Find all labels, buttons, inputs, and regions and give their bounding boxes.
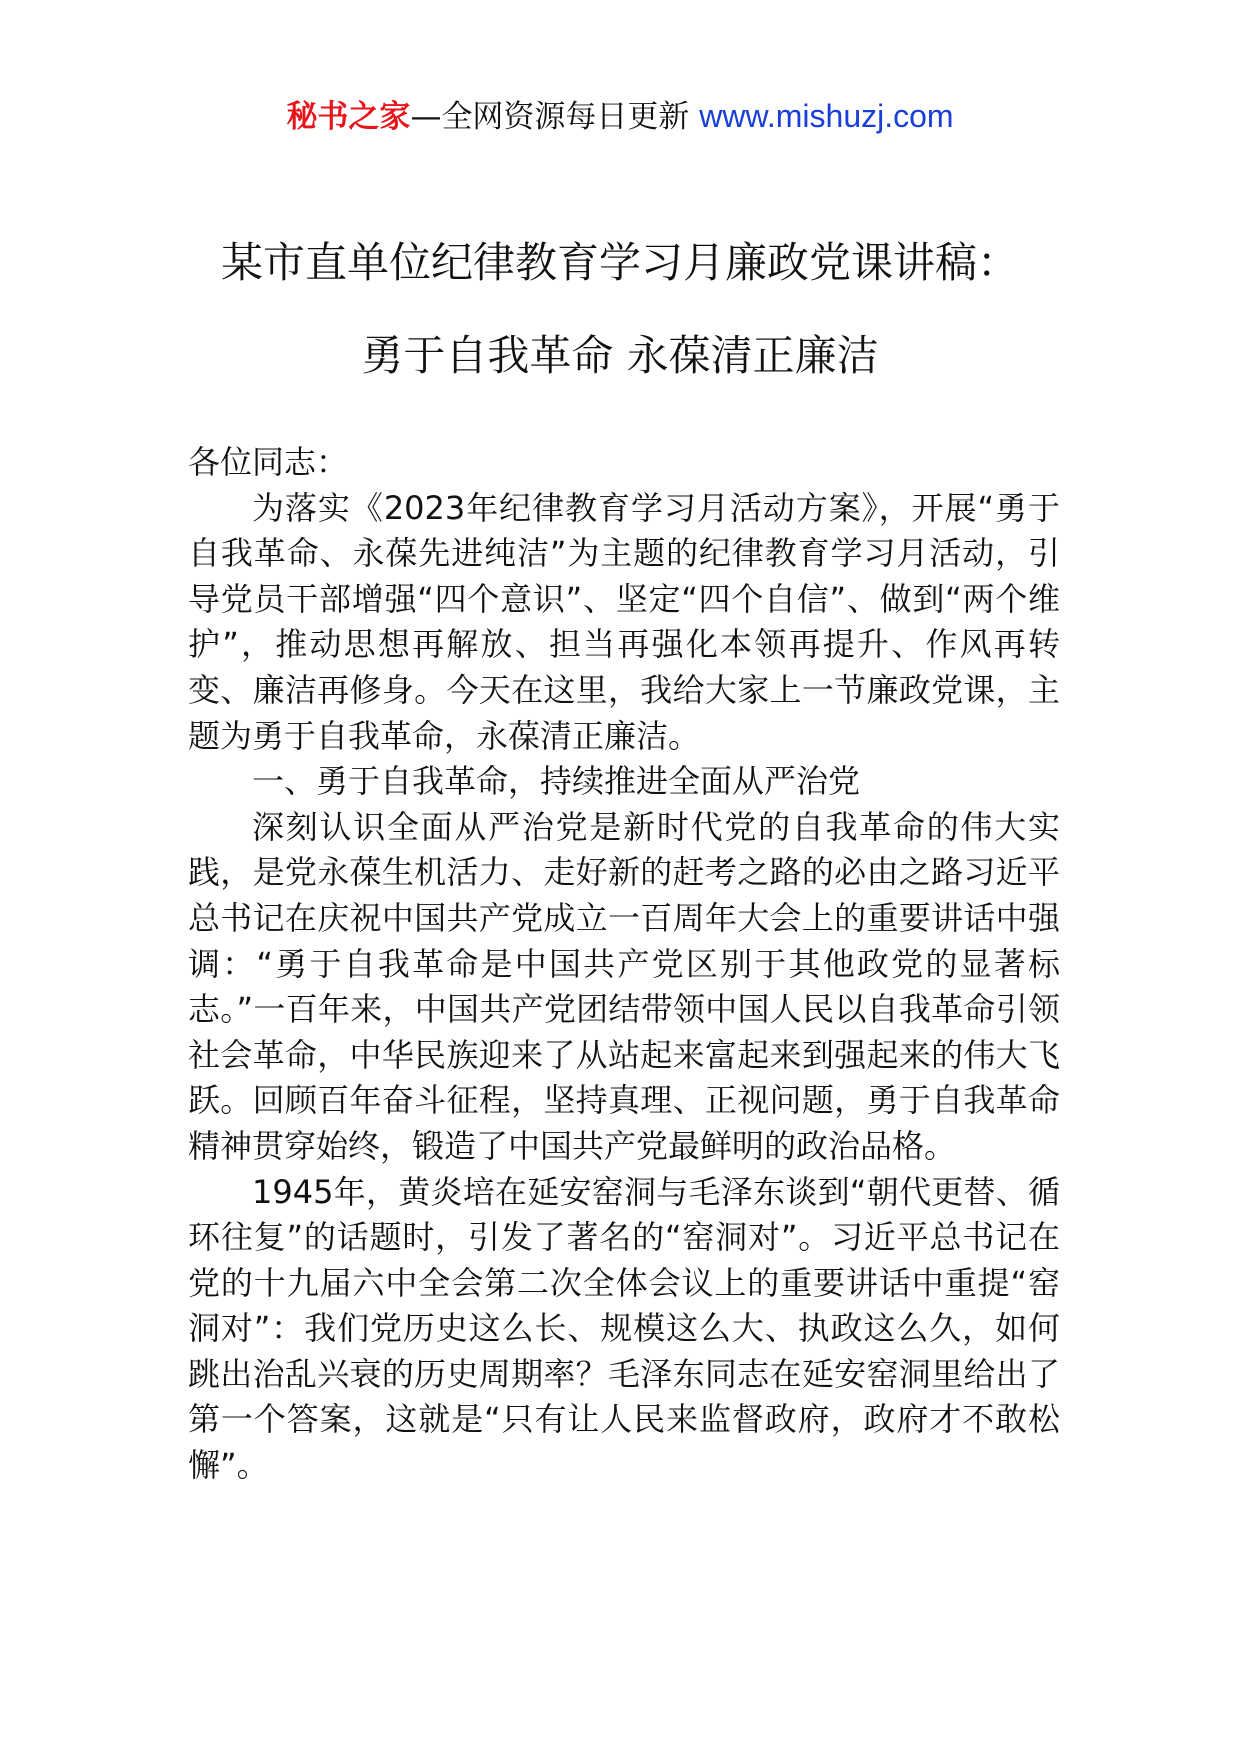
body-paragraph-cave-dialogue: 1945年，黄炎培在延安窑洞与毛泽东谈到“朝代更替、循环往复”的话题时，引发了著名的“窑洞对”。习近平总书记在党的十九届六中全会第二次全体会议上的重要讲话中重提“窑洞对”：我们党历史这么长、规模这么大、执政这么久，如何跳出治乱兴衰的历史周期率？毛泽东同志在延安窑洞里给出了第一个答案，这就是“只有让人民来监督政府，政府才不敢松懈”。 xyxy=(188,1172,1060,1485)
document-title-line-2: 勇于自我革命 永葆清正廉洁 xyxy=(361,331,879,380)
body-paragraph-intro: 为落实《2023年纪律教育学习月活动方案》，开展“勇于自我革命、永葆先进纯洁”为主题的纪律教育学习月活动，引导党员干部增强“四个意识”、坚定“四个自信”、做到“两个维护”，推动思想再解放、担当再强化本领再提升、作风再转变、廉洁再修身。今天在这里，我给大家上一节廉政党课，主题为勇于自我革命，永葆清正廉洁。 xyxy=(188,488,1060,755)
brand-name: 秘书之家 xyxy=(286,99,411,135)
body-paragraph-self-revolution: 深刻认识全面从严治党是新时代党的自我革命的伟大实践，是党永葆生机活力、走好新的赶考之路的必由之路习近平总书记在庆祝中国共产党成立一百周年大会上的重要讲话中强调：“勇于自我革命是中国共产党区别于其他政党的显著标志。”一百年来，中国共产党团结带领中国人民以自我革命引领社会革命，中华民族迎来了从站起来富起来到强起来的伟大飞跃。回顾百年奋斗征程，坚持真理、正视问题，勇于自我革命精神贯穿始终，锻造了中国共产党最鲜明的政治品格。 xyxy=(188,807,1060,1165)
document-title-line-1: 某市直单位纪律教育学习月廉政党课讲稿： xyxy=(220,238,1019,287)
header-tagline: —全网资源每日更新 xyxy=(410,99,690,135)
site-header xyxy=(0,96,1240,137)
site-url-link[interactable]: www.mishuzj.com xyxy=(699,98,954,134)
salutation: 各位同志： xyxy=(188,443,349,481)
section-heading-1: 一、勇于自我革命，持续推进全面从严治党 xyxy=(252,762,861,801)
document-body xyxy=(188,440,1060,1489)
